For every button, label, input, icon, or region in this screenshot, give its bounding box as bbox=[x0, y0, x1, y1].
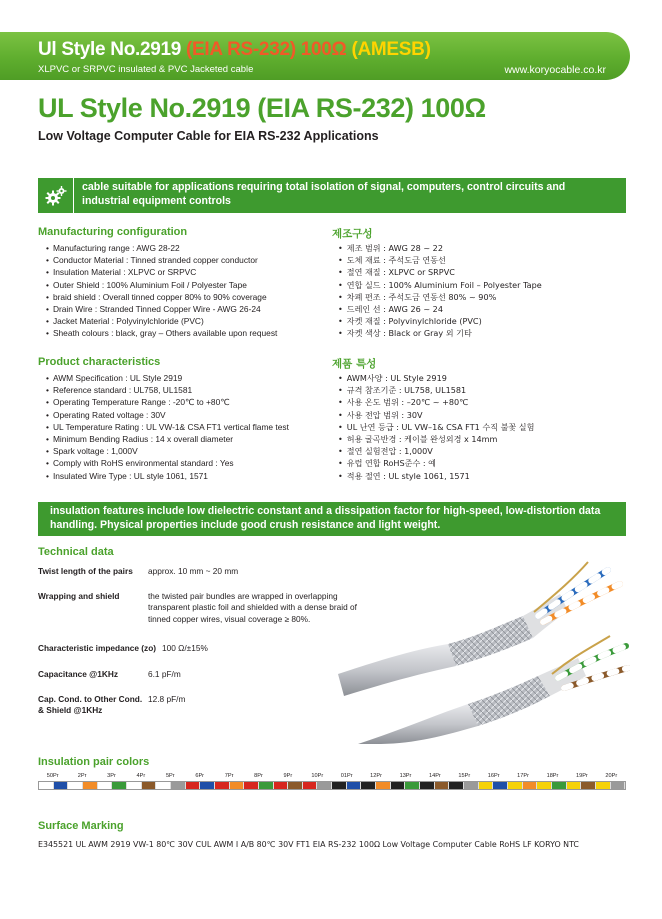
pair-label: 12Pr bbox=[370, 773, 382, 779]
header-banner bbox=[0, 32, 630, 80]
pair-label: 2Pr bbox=[77, 773, 87, 779]
product-item: • Insulated Wire Type : UL style 1061, 1571 bbox=[46, 470, 289, 482]
gears-icon bbox=[38, 178, 74, 213]
banner-title-prefix: Ul Style No.2919 bbox=[38, 39, 182, 60]
pair-label: 01Pr bbox=[340, 773, 353, 779]
pair-color-swatch bbox=[230, 782, 245, 789]
manufacturing-ko-item: • 자켓 재질 : Polyvinylchloride (PVC) bbox=[338, 315, 542, 327]
manufacturing-ko-item: • 연합 실드 : 100% Aluminium Foil – Polyester Tape bbox=[338, 279, 542, 291]
pair-color-swatch bbox=[98, 782, 113, 789]
pair-label: 20Pr bbox=[605, 773, 618, 779]
pair-color-swatch bbox=[464, 782, 479, 789]
pair-color-swatch bbox=[449, 782, 464, 789]
pair-color-swatch bbox=[303, 782, 318, 789]
banner-title-tag: (AMESB) bbox=[351, 39, 431, 60]
pair-label: 14Pr bbox=[428, 773, 441, 779]
surface-marking-text: E345521 UL AWM 2919 VW-1 80℃ 30V CUL AWM I A/B 80℃ 30V FT1 EIA RS-232 100Ω Low Voltage Computer Cable RoHS LF KORYO NTC bbox=[38, 840, 579, 849]
product-item: • Operating Rated voltage : 30V bbox=[46, 409, 289, 421]
pair-color-swatch bbox=[420, 782, 435, 789]
pair-color-swatch bbox=[244, 782, 259, 789]
product-ko-item: • UL 난연 등급 : UL VW–1& CSA FT1 수직 불꽃 실험 bbox=[338, 421, 534, 433]
manufacturing-item: • Manufacturing range : AWG 28-22 bbox=[46, 242, 277, 254]
page-title: UL Style No.2919 (EIA RS-232) 100Ω bbox=[38, 93, 486, 123]
pair-color-strip bbox=[38, 781, 626, 790]
manufacturing-item: • Insulation Material : XLPVC or SRPVC bbox=[46, 266, 277, 278]
product-item: • Minimum Bending Radius : 14 x overall diameter bbox=[46, 433, 289, 445]
insulation-text: insulation features include low dielectric constant and a dissipation factor for high-speed, low-distortion data handling. Physical properties include good crush resistance and light weight. bbox=[50, 505, 601, 531]
pair-color-swatch bbox=[567, 782, 582, 789]
pair-colors-heading: Insulation pair colors bbox=[38, 756, 150, 768]
manufacturing-item: • braid shield : Overall tinned copper 80% to 90% coverage bbox=[46, 291, 277, 303]
pair-color-swatch bbox=[127, 782, 142, 789]
pair-color-swatch bbox=[405, 782, 420, 789]
product-item: • Reference standard : UL758, UL1581 bbox=[46, 384, 289, 396]
pair-color-swatch bbox=[317, 782, 332, 789]
feature-bar bbox=[38, 178, 626, 213]
tech-label: Wrapping and shield bbox=[38, 591, 120, 601]
cable-image bbox=[338, 556, 630, 744]
product-ko-item: • 사용 전압 범위 : 30V bbox=[338, 409, 534, 421]
pair-color-swatch bbox=[435, 782, 450, 789]
pair-color-swatch bbox=[112, 782, 127, 789]
pair-color-swatch bbox=[347, 782, 362, 789]
pair-color-swatch bbox=[274, 782, 289, 789]
manufacturing-ko-item: • 차폐 편조 : 주석도금 연동선 80% ~ 90% bbox=[338, 291, 542, 303]
banner-title bbox=[38, 39, 431, 61]
manufacturing-ko-item: • 도체 재료 : 주석도금 연동선 bbox=[338, 254, 542, 266]
page-subtitle: Low Voltage Computer Cable for EIA RS-232 Applications bbox=[38, 129, 379, 143]
product-ko-item: • 절연 실험전압 : 1,000V bbox=[338, 445, 534, 457]
surface-marking-heading: Surface Marking bbox=[38, 820, 124, 832]
pair-color-swatch bbox=[391, 782, 406, 789]
product-ko-item: • 규격 참조기준 : UL758, UL1581 bbox=[338, 384, 534, 396]
pair-color-swatch bbox=[215, 782, 230, 789]
product-ko-item: • AWM사양 : UL Style 2919 bbox=[338, 372, 534, 384]
tech-label: Cap. Cond. to Other Cond. & Shield @1KHz bbox=[38, 694, 143, 716]
product-ko-item: • 유럽 연합 RoHS준수 : 예 bbox=[338, 457, 534, 469]
pair-color-swatch bbox=[68, 782, 83, 789]
tech-label: Twist length of the pairs bbox=[38, 566, 133, 576]
pair-labels bbox=[38, 773, 626, 781]
pair-color-swatch bbox=[508, 782, 523, 789]
pair-color-swatch bbox=[142, 782, 157, 789]
pair-label: 13Pr bbox=[399, 773, 412, 779]
product-item: • AWM Specification : UL Style 2919 bbox=[46, 372, 289, 384]
manufacturing-item: • Conductor Material : Tinned stranded copper conductor bbox=[46, 254, 277, 266]
banner-subtitle: XLPVC or SRPVC insulated & PVC Jacketed cable bbox=[38, 64, 254, 75]
pair-color-swatch bbox=[156, 782, 171, 789]
pair-color-swatch bbox=[596, 782, 611, 789]
pair-color-swatch bbox=[611, 782, 626, 789]
pair-label: 6Pr bbox=[195, 773, 205, 779]
product-heading: Product characteristics bbox=[38, 356, 161, 368]
tech-value: 6.1 pF/m bbox=[148, 669, 181, 679]
product-item: • Spark voltage : 1,000V bbox=[46, 445, 289, 457]
product-item: • UL Temperature Rating : UL VW-1& CSA FT1 vertical flame test bbox=[46, 421, 289, 433]
product-list bbox=[46, 372, 289, 482]
tech-label: Capacitance @1KHz bbox=[38, 669, 119, 679]
pair-color-swatch bbox=[537, 782, 552, 789]
manufacturing-item: • Drain Wire : Stranded Tinned Copper Wire - AWG 26-24 bbox=[46, 303, 277, 315]
product-ko-list bbox=[338, 372, 534, 482]
product-ko-item: • 사용 온도 범위 : –20℃ ~ +80℃ bbox=[338, 396, 534, 408]
pair-color-swatch bbox=[259, 782, 274, 789]
tech-label: Characteristic impedance (zo) bbox=[38, 643, 157, 653]
product-ko-item: • 허용 굴곡반경 : 케이블 완성외경 x 14mm bbox=[338, 433, 534, 445]
tech-value: 12.8 pF/m bbox=[148, 694, 186, 704]
pair-label: 18Pr bbox=[546, 773, 559, 779]
pair-color-swatch bbox=[552, 782, 567, 789]
insulation-bar bbox=[38, 502, 626, 536]
manufacturing-ko-item: • 제조 범위 : AWG 28 ~ 22 bbox=[338, 242, 542, 254]
tech-value: 100 Ω/±15% bbox=[162, 643, 208, 653]
pair-color-swatch bbox=[186, 782, 201, 789]
pair-label: 19Pr bbox=[575, 773, 588, 779]
manufacturing-item: • Sheath colours : black, gray – Others available upon request bbox=[46, 327, 277, 339]
pair-color-swatch bbox=[479, 782, 494, 789]
pair-color-swatch bbox=[493, 782, 508, 789]
pair-label: 16Pr bbox=[487, 773, 500, 779]
manufacturing-ko-list bbox=[338, 242, 542, 340]
product-ko-item: • 적용 절연 : UL style 1061, 1571 bbox=[338, 470, 534, 482]
pair-color-swatch bbox=[39, 782, 54, 789]
tech-value: approx. 10 mm ~ 20 mm bbox=[148, 566, 239, 576]
product-ko-heading: 제품 특성 bbox=[332, 358, 377, 370]
manufacturing-item: • Outer Shield : 100% Aluminium Foil / Polyester Tape bbox=[46, 279, 277, 291]
pair-color-swatch bbox=[171, 782, 186, 789]
manufacturing-ko-heading: 제조구성 bbox=[332, 228, 373, 240]
manufacturing-heading: Manufacturing configuration bbox=[38, 226, 188, 238]
pair-color-swatch bbox=[200, 782, 215, 789]
pair-label: 4Pr bbox=[136, 773, 146, 779]
product-item: • Comply with RoHS environmental standard : Yes bbox=[46, 457, 289, 469]
pair-color-swatch bbox=[523, 782, 538, 789]
pair-color-swatch bbox=[288, 782, 303, 789]
pair-label: 15Pr bbox=[458, 773, 471, 779]
tech-value: the twisted pair bundles are wrapped in overlapping transparent plastic foil and shielded with a dense braid of tinned copper wires, visual coverage ≥ 80%. bbox=[148, 591, 357, 624]
pair-label: 8Pr bbox=[254, 773, 263, 779]
pair-label: 5Pr bbox=[165, 773, 175, 779]
pair-label: 7Pr bbox=[224, 773, 234, 779]
pair-label: 3Pr bbox=[107, 773, 116, 779]
product-item: • Operating Temperature Range : -20℃ to +80℃ bbox=[46, 396, 289, 408]
banner-title-standard: (EIA RS-232) 100Ω bbox=[186, 39, 347, 60]
manufacturing-item: • Jacket Material : Polyvinylchloride (PVC) bbox=[46, 315, 277, 327]
manufacturing-ko-item: • 절연 재질 : XLPVC or SRPVC bbox=[338, 266, 542, 278]
pair-label: 50Pr bbox=[46, 773, 59, 779]
feature-text: cable suitable for applications requiring total isolation of signal, computers, control circuits and industrial equipment controls bbox=[82, 181, 566, 207]
pair-color-swatch bbox=[361, 782, 376, 789]
pair-label: 10Pr bbox=[311, 773, 324, 779]
pair-color-swatch bbox=[54, 782, 69, 789]
pair-color-swatch bbox=[581, 782, 596, 789]
website-link[interactable]: www.koryocable.co.kr bbox=[504, 64, 606, 76]
pair-label: 17Pr bbox=[517, 773, 529, 779]
pair-label: 9Pr bbox=[283, 773, 293, 779]
technical-heading: Technical data bbox=[38, 546, 114, 558]
pair-color-swatch bbox=[332, 782, 347, 789]
manufacturing-ko-item: • 드레인 선 : AWG 26 ~ 24 bbox=[338, 303, 542, 315]
manufacturing-ko-item: • 자켓 색상 : Black or Gray 외 기타 bbox=[338, 327, 542, 339]
pair-color-swatch bbox=[376, 782, 391, 789]
pair-color-swatch bbox=[83, 782, 98, 789]
manufacturing-list bbox=[46, 242, 277, 340]
